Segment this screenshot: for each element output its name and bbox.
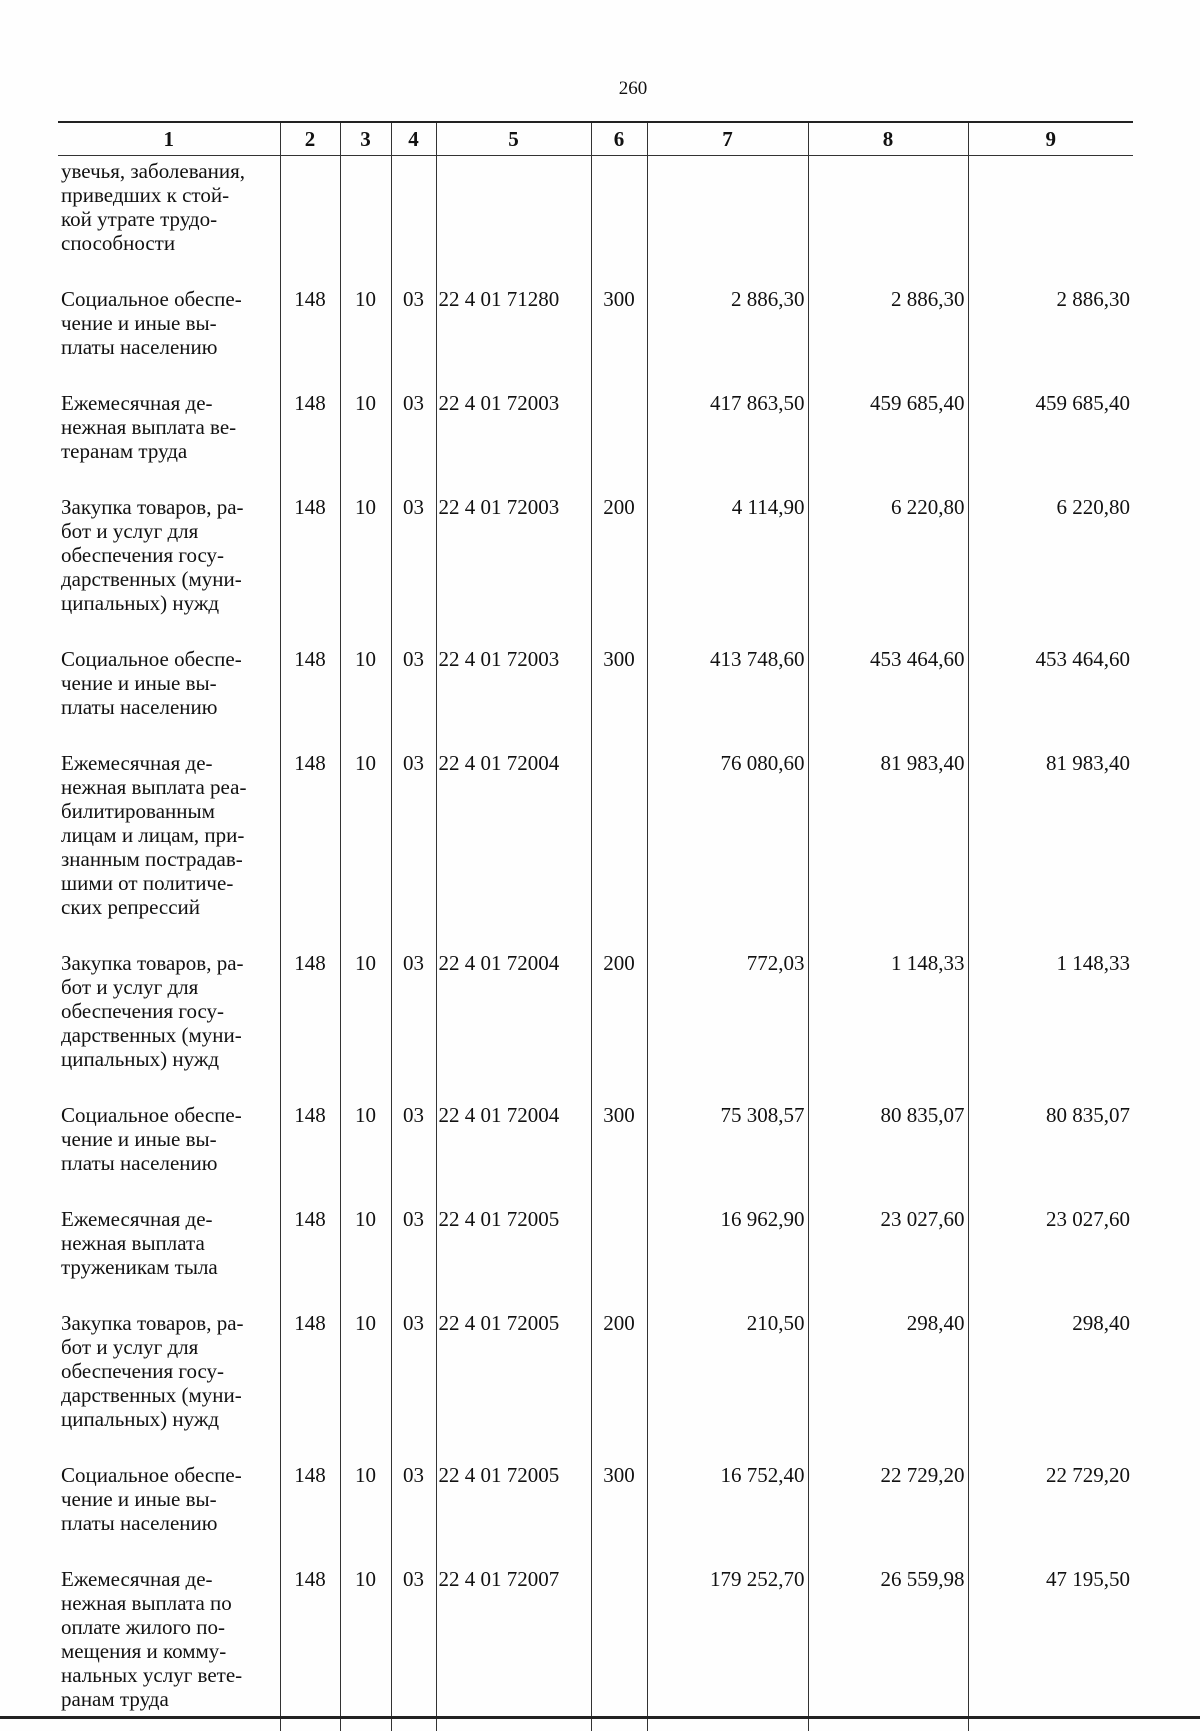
cell-admin-code: 148	[280, 739, 340, 939]
budget-table	[58, 121, 1133, 1731]
cell-subsection: 03	[391, 275, 436, 379]
table-row	[58, 275, 1133, 379]
cell-target-article: 22 4 01 72005	[436, 1299, 591, 1451]
cell-amount-col9: 22 729,20	[968, 1451, 1133, 1555]
cell-target-article: 22 4 01 71280	[436, 275, 591, 379]
row-description: Закупка товаров, ра- бот и услуг для обеспечения госу- дарственных (муни- ципальных) нужд	[61, 1311, 244, 1431]
cell-amount-col7: 210,50	[647, 1299, 808, 1451]
cell-section: 10	[340, 379, 391, 483]
cell-expense-type	[591, 1195, 647, 1299]
header-col-2: 2	[280, 122, 340, 156]
table-row	[58, 1091, 1133, 1195]
row-description: Ежемесячная де- нежная выплата реа- билитированным лицам и лицам, при- знанным пострадав- шими от политиче- ских репрессий	[61, 751, 247, 919]
cell-target-article: 22 4 01 72005	[436, 1451, 591, 1555]
cell-admin-code: 148	[280, 1091, 340, 1195]
row-description: Социальное обеспе- чение и иные вы- платы населению	[61, 287, 242, 359]
header-col-9: 9	[968, 122, 1133, 156]
cell-amount-col8: 23 027,60	[808, 1195, 968, 1299]
cell-admin-code: 148	[280, 1299, 340, 1451]
cell-subsection	[391, 156, 436, 276]
page-number: 260	[618, 78, 648, 99]
cell-expense-type: 200	[591, 483, 647, 635]
cell-expense-type: 300	[591, 275, 647, 379]
row-description: Социальное обеспе- чение и иные вы- платы населению	[61, 1103, 242, 1175]
header-col-4: 4	[391, 122, 436, 156]
table-row	[58, 939, 1133, 1091]
table-row	[58, 635, 1133, 739]
cell-expense-type: 300	[591, 635, 647, 739]
cell-amount-col8	[808, 156, 968, 276]
cell-amount-col8: 2 886,30	[808, 275, 968, 379]
cell-amount-col9: 298,40	[968, 1299, 1133, 1451]
cell-amount-col8: 81 983,40	[808, 739, 968, 939]
cell-amount-col8: 298,40	[808, 1299, 968, 1451]
cell-amount-col7: 16 962,90	[647, 1195, 808, 1299]
cell-amount-col7: 4 114,90	[647, 483, 808, 635]
table-row	[58, 739, 1133, 939]
cell-section: 10	[340, 1195, 391, 1299]
cell-amount-col8: 26 559,98	[808, 1555, 968, 1731]
cell-section: 10	[340, 1555, 391, 1731]
cell-target-article: 22 4 01 72003	[436, 483, 591, 635]
cell-amount-col7: 413 748,60	[647, 635, 808, 739]
cell-amount-col9: 80 835,07	[968, 1091, 1133, 1195]
row-description: Ежемесячная де- нежная выплата труженикам тыла	[61, 1207, 218, 1279]
cell-expense-type	[591, 739, 647, 939]
cell-amount-col7: 2 886,30	[647, 275, 808, 379]
cell-target-article	[436, 156, 591, 276]
cell-amount-col9: 6 220,80	[968, 483, 1133, 635]
table-row	[58, 156, 1133, 276]
cell-subsection: 03	[391, 1299, 436, 1451]
cell-admin-code: 148	[280, 939, 340, 1091]
cell-amount-col8: 459 685,40	[808, 379, 968, 483]
cell-expense-type: 200	[591, 939, 647, 1091]
cell-amount-col8: 453 464,60	[808, 635, 968, 739]
cell-amount-col9	[968, 156, 1133, 276]
cell-amount-col8: 80 835,07	[808, 1091, 968, 1195]
cell-admin-code: 148	[280, 379, 340, 483]
cell-amount-col7: 417 863,50	[647, 379, 808, 483]
cell-amount-col9: 2 886,30	[968, 275, 1133, 379]
row-description: Закупка товаров, ра- бот и услуг для обеспечения госу- дарственных (муни- ципальных) нужд	[61, 495, 244, 615]
row-description: Социальное обеспе- чение и иные вы- платы населению	[61, 647, 242, 719]
cell-subsection: 03	[391, 483, 436, 635]
cell-section: 10	[340, 483, 391, 635]
cell-subsection: 03	[391, 379, 436, 483]
cell-target-article: 22 4 01 72004	[436, 739, 591, 939]
cell-admin-code: 148	[280, 1451, 340, 1555]
cell-admin-code	[280, 156, 340, 276]
cell-admin-code: 148	[280, 635, 340, 739]
budget-table-container	[58, 121, 1133, 1731]
table-row	[58, 379, 1133, 483]
header-col-8: 8	[808, 122, 968, 156]
table-row	[58, 1451, 1133, 1555]
cell-amount-col8: 1 148,33	[808, 939, 968, 1091]
cell-section: 10	[340, 739, 391, 939]
cell-subsection: 03	[391, 739, 436, 939]
row-description: Социальное обеспе- чение и иные вы- платы населению	[61, 1463, 242, 1535]
cell-expense-type	[591, 156, 647, 276]
table-row	[58, 1195, 1133, 1299]
cell-section: 10	[340, 1451, 391, 1555]
cell-section: 10	[340, 1091, 391, 1195]
cell-amount-col9: 459 685,40	[968, 379, 1133, 483]
cell-amount-col8: 22 729,20	[808, 1451, 968, 1555]
cell-amount-col7: 772,03	[647, 939, 808, 1091]
cell-amount-col9: 1 148,33	[968, 939, 1133, 1091]
cell-amount-col8: 6 220,80	[808, 483, 968, 635]
cell-admin-code: 148	[280, 275, 340, 379]
cell-amount-col7: 75 308,57	[647, 1091, 808, 1195]
cell-expense-type	[591, 1555, 647, 1731]
scan-bottom-edge	[0, 1716, 1200, 1719]
cell-subsection: 03	[391, 1555, 436, 1731]
cell-expense-type: 300	[591, 1091, 647, 1195]
cell-target-article: 22 4 01 72004	[436, 939, 591, 1091]
cell-section: 10	[340, 1299, 391, 1451]
cell-subsection: 03	[391, 635, 436, 739]
row-description: Ежемесячная де- нежная выплата ве- теранам труда	[61, 391, 237, 463]
cell-target-article: 22 4 01 72003	[436, 635, 591, 739]
cell-subsection: 03	[391, 1195, 436, 1299]
table-row	[58, 483, 1133, 635]
table-row	[58, 1555, 1133, 1731]
header-col-1: 1	[58, 122, 280, 156]
cell-admin-code: 148	[280, 1195, 340, 1299]
cell-subsection: 03	[391, 1091, 436, 1195]
cell-subsection: 03	[391, 1451, 436, 1555]
cell-amount-col9: 47 195,50	[968, 1555, 1133, 1731]
header-col-6: 6	[591, 122, 647, 156]
table-row	[58, 1299, 1133, 1451]
cell-section	[340, 156, 391, 276]
cell-target-article: 22 4 01 72007	[436, 1555, 591, 1731]
cell-subsection: 03	[391, 939, 436, 1091]
cell-admin-code: 148	[280, 1555, 340, 1731]
header-col-5: 5	[436, 122, 591, 156]
cell-expense-type: 300	[591, 1451, 647, 1555]
cell-target-article: 22 4 01 72003	[436, 379, 591, 483]
row-description: увечья, заболевания, приведших к стой- кой утрате трудо- способности	[61, 159, 246, 255]
header-col-3: 3	[340, 122, 391, 156]
cell-section: 10	[340, 635, 391, 739]
cell-expense-type: 200	[591, 1299, 647, 1451]
cell-amount-col7	[647, 156, 808, 276]
cell-admin-code: 148	[280, 483, 340, 635]
cell-section: 10	[340, 275, 391, 379]
cell-amount-col7: 179 252,70	[647, 1555, 808, 1731]
row-description: Ежемесячная де- нежная выплата по оплате жилого по- мещения и комму- нальных услуг вете- ранам труда	[61, 1567, 243, 1711]
cell-amount-col9: 81 983,40	[968, 739, 1133, 939]
cell-amount-col9: 453 464,60	[968, 635, 1133, 739]
cell-amount-col7: 76 080,60	[647, 739, 808, 939]
cell-expense-type	[591, 379, 647, 483]
cell-target-article: 22 4 01 72004	[436, 1091, 591, 1195]
header-row	[58, 122, 1133, 156]
cell-amount-col9: 23 027,60	[968, 1195, 1133, 1299]
row-description: Закупка товаров, ра- бот и услуг для обеспечения госу- дарственных (муни- ципальных) нужд	[61, 951, 244, 1071]
header-col-7: 7	[647, 122, 808, 156]
cell-section: 10	[340, 939, 391, 1091]
cell-amount-col7: 16 752,40	[647, 1451, 808, 1555]
cell-target-article: 22 4 01 72005	[436, 1195, 591, 1299]
